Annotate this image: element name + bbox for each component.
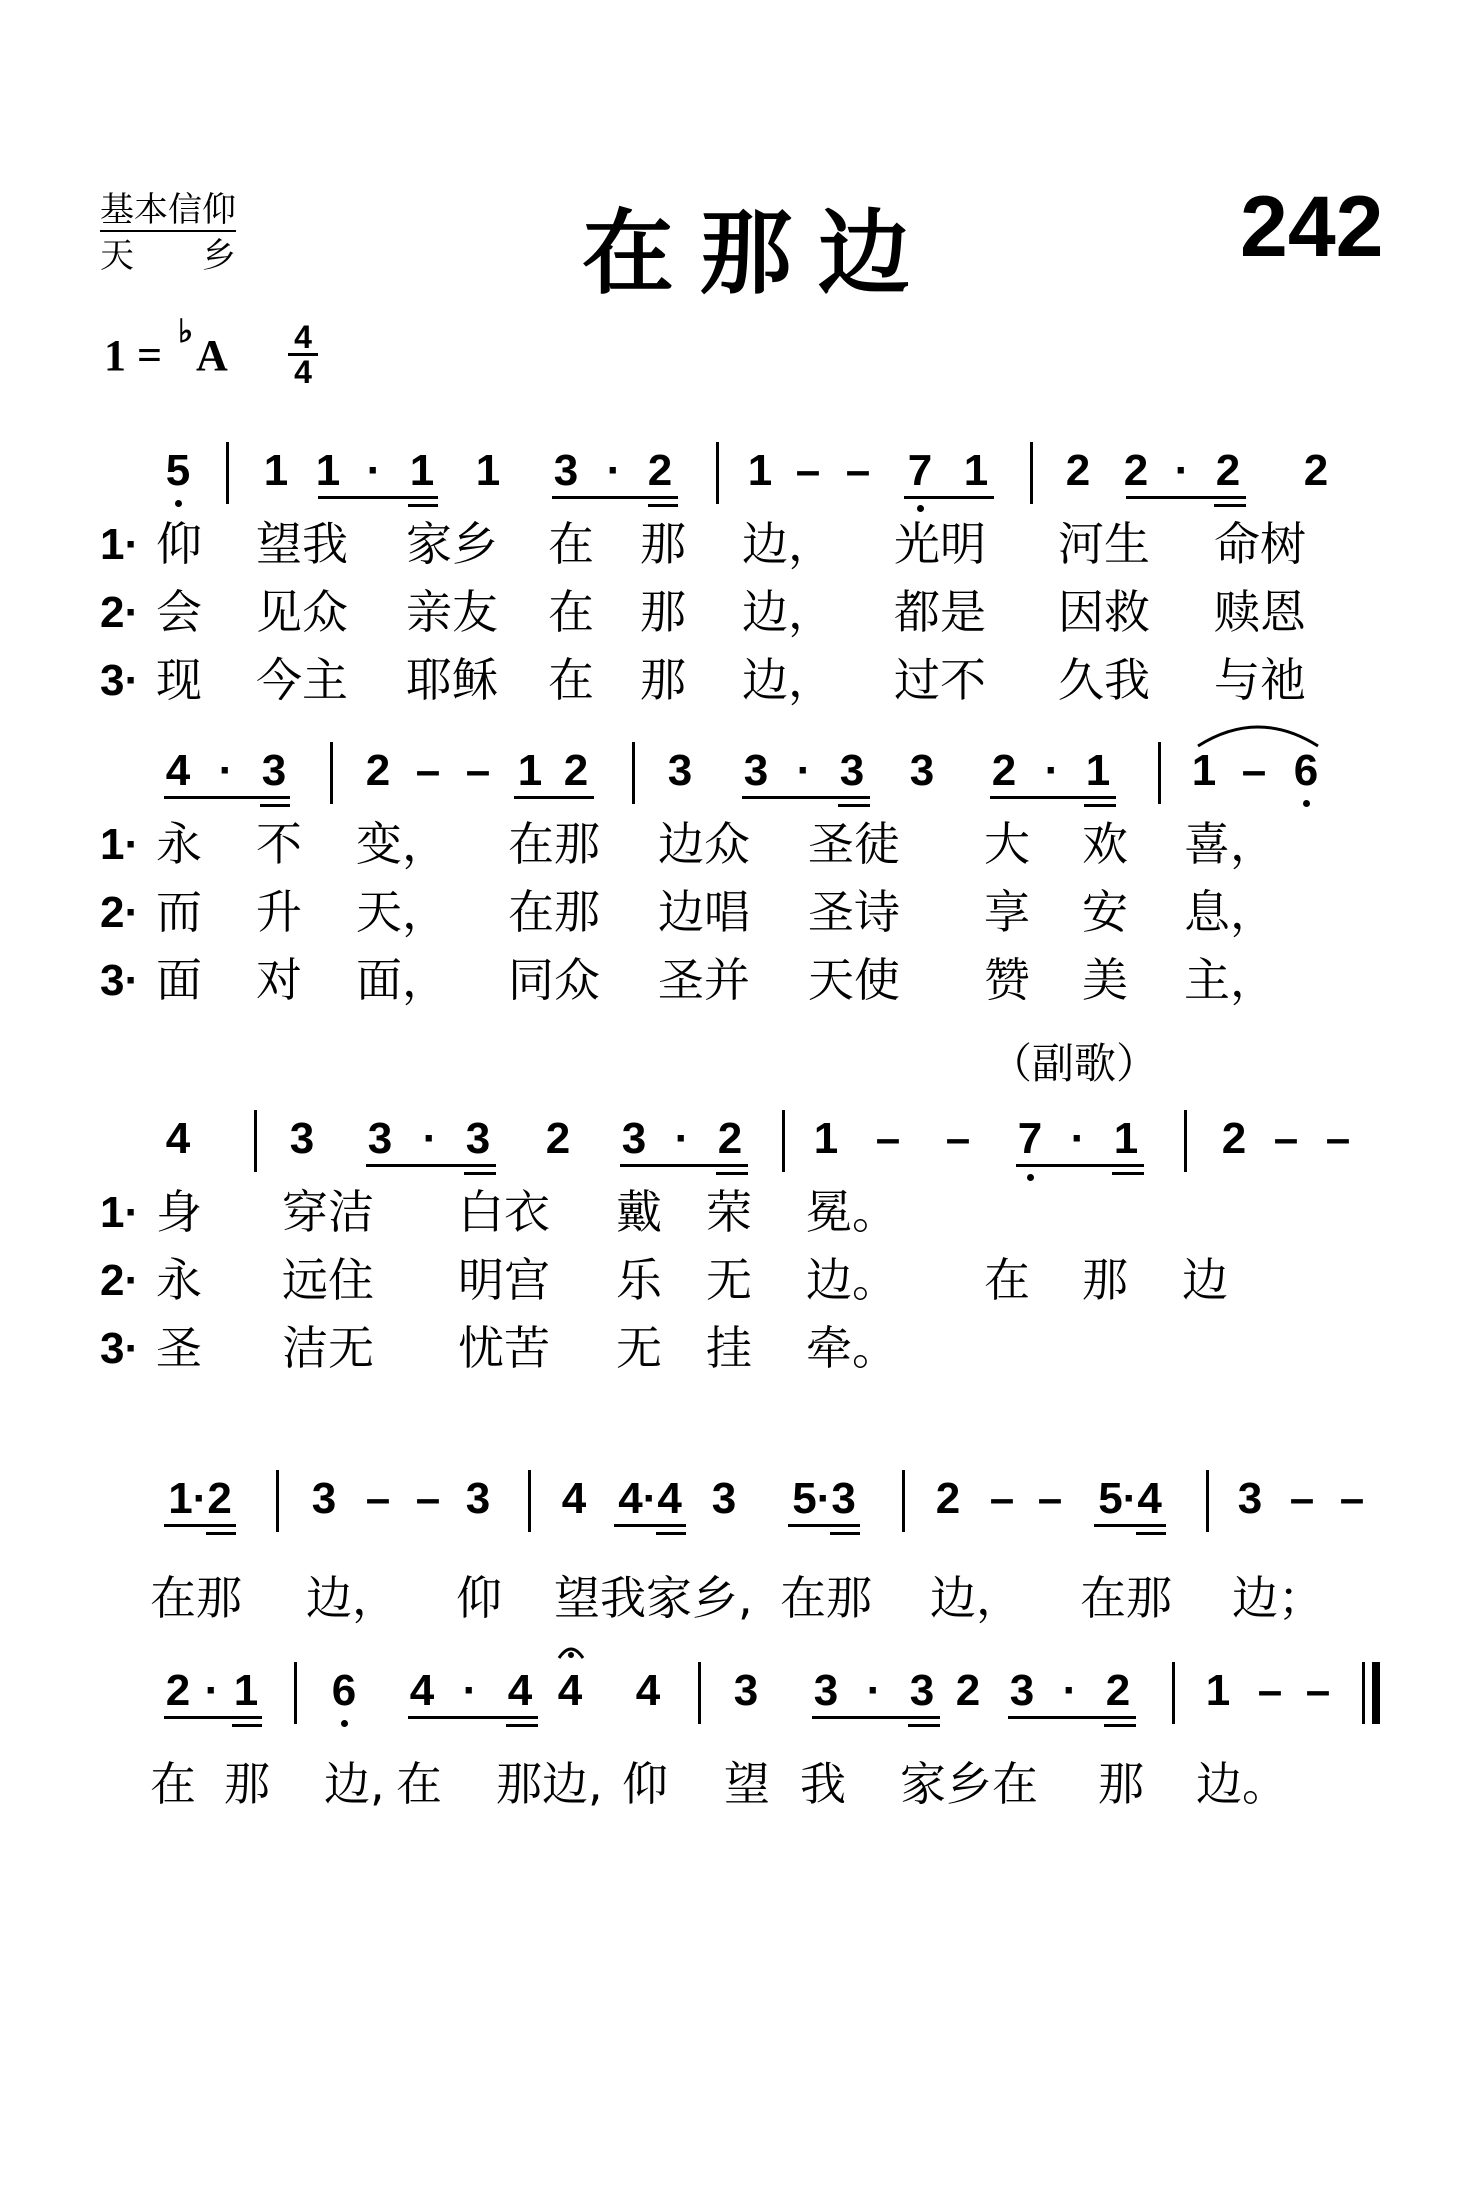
note: 1 xyxy=(963,446,989,495)
note: 1 xyxy=(233,1666,259,1715)
barline xyxy=(254,1110,257,1172)
key-note: A xyxy=(196,331,228,380)
beam xyxy=(506,1724,538,1727)
lyric: 圣诗 xyxy=(808,885,900,939)
beam xyxy=(366,1164,496,1167)
lyric: 在那 xyxy=(508,817,600,871)
beam xyxy=(318,496,438,499)
lyric: 耶稣 xyxy=(406,653,498,707)
beam xyxy=(514,796,594,799)
note: 2 xyxy=(647,446,673,495)
lyric: 望我家乡, xyxy=(554,1571,753,1625)
lyric: 而 xyxy=(156,885,202,939)
note: 3 xyxy=(839,746,865,795)
lyric: 面 xyxy=(156,953,202,1007)
note: 4 xyxy=(507,1666,533,1715)
note: · xyxy=(366,446,382,495)
beam xyxy=(206,1532,236,1535)
lyric: 边， xyxy=(930,1571,1022,1625)
note: · xyxy=(204,1666,220,1715)
note: 3 xyxy=(909,1666,935,1715)
note: 6 xyxy=(1293,746,1319,795)
barline xyxy=(1158,742,1161,804)
beam xyxy=(408,504,438,507)
lyric: 边 xyxy=(1182,1253,1228,1307)
beam xyxy=(904,496,994,499)
note: 2 xyxy=(365,746,391,795)
low-octave-dot xyxy=(1303,800,1310,807)
note: · xyxy=(218,746,234,795)
note: 5·4 xyxy=(1098,1474,1162,1523)
beam xyxy=(908,1724,940,1727)
lyric: 现 xyxy=(156,653,202,707)
beam xyxy=(990,796,1116,799)
beam xyxy=(788,1524,860,1527)
note: 4 xyxy=(561,1474,587,1523)
note: 3 xyxy=(289,1114,315,1163)
lyric: 仰 xyxy=(622,1757,668,1811)
note: 4·4 xyxy=(618,1474,682,1523)
note: · xyxy=(1174,446,1190,495)
note: 2 xyxy=(563,746,589,795)
low-octave-dot xyxy=(917,505,924,512)
barline xyxy=(782,1110,785,1172)
lyric: 享 xyxy=(984,885,1030,939)
note: 2 xyxy=(1221,1114,1247,1163)
dash: – xyxy=(1241,746,1267,795)
note: 1 xyxy=(1085,746,1111,795)
beam xyxy=(812,1716,940,1719)
note: 2 xyxy=(1215,446,1241,495)
beam xyxy=(1084,804,1116,807)
lyric: 那 xyxy=(640,653,686,707)
barline xyxy=(276,1470,279,1532)
note: 2 xyxy=(1065,446,1091,495)
dash: – xyxy=(875,1114,901,1163)
note: 4 xyxy=(557,1666,583,1715)
lyric: 大 xyxy=(984,817,1030,871)
note: 5 xyxy=(165,446,191,495)
lyric: 对 xyxy=(256,953,302,1007)
barline xyxy=(902,1470,905,1532)
note: 2 xyxy=(935,1474,961,1523)
note: 7 xyxy=(1017,1114,1043,1163)
note: 1 xyxy=(813,1114,839,1163)
lyric: 安 xyxy=(1082,885,1128,939)
note: 3 xyxy=(711,1474,737,1523)
note: 4 xyxy=(165,1114,191,1163)
beam xyxy=(1104,1724,1136,1727)
time-top: 4 xyxy=(294,319,312,355)
dash: – xyxy=(415,1474,441,1523)
barline xyxy=(330,742,333,804)
beam xyxy=(552,496,678,499)
beam xyxy=(1214,504,1246,507)
verse-number: 2· xyxy=(100,588,140,637)
lyric: 在那 xyxy=(780,1571,872,1625)
lyric: 穿洁 xyxy=(282,1185,374,1239)
lyric: 不 xyxy=(256,817,302,871)
note: 3 xyxy=(667,746,693,795)
beam xyxy=(408,1716,538,1719)
dash: – xyxy=(415,746,441,795)
lyric: 天使 xyxy=(808,953,900,1007)
beam xyxy=(260,804,290,807)
beam xyxy=(716,1172,748,1175)
time-signature xyxy=(288,319,318,390)
lyric: 仰 xyxy=(156,517,202,571)
verse-number: 1· xyxy=(100,520,140,569)
beam xyxy=(164,796,290,799)
beam xyxy=(838,804,870,807)
lyric: 仰 xyxy=(456,1571,502,1625)
lyric: 边, xyxy=(324,1757,385,1811)
verse-number: 1· xyxy=(100,1188,140,1237)
note: 1 xyxy=(1113,1114,1139,1163)
lyric: 圣 xyxy=(156,1321,202,1375)
note: 1 xyxy=(517,746,543,795)
lyric: 无 xyxy=(616,1321,662,1375)
dash: – xyxy=(1273,1114,1299,1163)
lyric: 那 xyxy=(224,1757,270,1811)
chorus-label: （副歌） xyxy=(990,1039,1159,1088)
barline xyxy=(698,1662,701,1724)
note: · xyxy=(462,1666,478,1715)
dash: – xyxy=(1257,1666,1283,1715)
lyric: 那 xyxy=(1098,1757,1144,1811)
beam xyxy=(1136,1532,1166,1535)
note: 3 xyxy=(621,1114,647,1163)
lyric: 边， xyxy=(742,517,834,571)
lyric: 变， xyxy=(356,817,448,871)
lyric: 边， xyxy=(742,653,834,707)
beam xyxy=(1094,1524,1166,1527)
lyric: 喜， xyxy=(1184,817,1276,871)
lyric: 光明 xyxy=(894,517,986,571)
lyric: 主， xyxy=(1184,953,1276,1007)
note: 3 xyxy=(909,746,935,795)
category-label: 基本信仰 xyxy=(100,190,236,230)
dash: – xyxy=(465,746,491,795)
lyric: 圣并 xyxy=(658,953,750,1007)
lyric: 那边, xyxy=(496,1757,603,1811)
beam xyxy=(464,1172,496,1175)
note: 3 xyxy=(367,1114,393,1163)
tie-arc xyxy=(1192,716,1324,750)
lyric: 那 xyxy=(640,585,686,639)
beam xyxy=(656,1532,686,1535)
lyric: 望我 xyxy=(256,517,348,571)
lyric: 见众 xyxy=(256,585,348,639)
lyric: 我 xyxy=(800,1757,846,1811)
dash: – xyxy=(989,1474,1015,1523)
note: 3 xyxy=(261,746,287,795)
note: 1 xyxy=(263,446,289,495)
beam xyxy=(164,1524,236,1527)
key-signature-label: 1 = xyxy=(104,331,163,380)
lyric: 息， xyxy=(1184,885,1276,939)
note: 2 xyxy=(545,1114,571,1163)
lyric: 挂 xyxy=(706,1321,752,1375)
lyric: 冕。 xyxy=(806,1185,898,1239)
lyric: 边， xyxy=(306,1571,398,1625)
hymn-number: 242 xyxy=(1240,179,1384,275)
note: 2 xyxy=(1105,1666,1131,1715)
lyric: 边众 xyxy=(658,817,750,871)
final-barline-thin xyxy=(1362,1662,1365,1724)
lyric: 过不 xyxy=(894,653,986,707)
lyric: 圣徒 xyxy=(808,817,900,871)
lyric: 无 xyxy=(706,1253,752,1307)
lyric: 那 xyxy=(1082,1253,1128,1307)
subcategory-label: 天 乡 xyxy=(100,236,236,276)
lyric: 牵。 xyxy=(806,1321,898,1375)
note: 3 xyxy=(1009,1666,1035,1715)
beam xyxy=(1008,1716,1136,1719)
lyric: 欢 xyxy=(1082,817,1128,871)
lyric: 洁无 xyxy=(282,1321,374,1375)
lyric: 家乡 xyxy=(406,517,498,571)
note: · xyxy=(422,1114,438,1163)
note: 1 xyxy=(409,446,435,495)
note: 3 xyxy=(1237,1474,1263,1523)
dash: – xyxy=(945,1114,971,1163)
lyric: 在 xyxy=(548,653,594,707)
lyric: 都是 xyxy=(894,585,986,639)
verse-number: 2· xyxy=(100,1256,140,1305)
lyric: 白衣 xyxy=(458,1185,550,1239)
note: 3 xyxy=(553,446,579,495)
beam xyxy=(614,1524,686,1527)
barline xyxy=(1172,1662,1175,1724)
barline xyxy=(528,1470,531,1532)
low-octave-dot xyxy=(1027,1174,1034,1181)
note: 5·3 xyxy=(792,1474,856,1523)
beam xyxy=(648,504,678,507)
lyric: 与祂 xyxy=(1214,653,1306,707)
beam xyxy=(830,1532,860,1535)
beam xyxy=(742,796,870,799)
lyric: 在 xyxy=(548,517,594,571)
note: 4 xyxy=(165,746,191,795)
lyric: 远住 xyxy=(282,1253,374,1307)
low-octave-dot xyxy=(341,1720,348,1727)
lyric: 身 xyxy=(156,1185,202,1239)
note: · xyxy=(866,1666,882,1715)
lyric: 边； xyxy=(1232,1571,1324,1625)
barline xyxy=(716,442,719,504)
dash: – xyxy=(365,1474,391,1523)
lyric: 边， xyxy=(742,585,834,639)
lyric: 望 xyxy=(724,1757,770,1811)
note: 1 xyxy=(315,446,341,495)
note: 3 xyxy=(733,1666,759,1715)
note: 3 xyxy=(813,1666,839,1715)
lyric: 边。 xyxy=(1196,1757,1288,1811)
lyric: 赞 xyxy=(984,953,1030,1007)
dash: – xyxy=(1289,1474,1315,1523)
note: · xyxy=(606,446,622,495)
lyric: 在那 xyxy=(150,1571,242,1625)
low-octave-dot xyxy=(175,500,182,507)
lyric: 荣 xyxy=(706,1185,752,1239)
lyric: 亲友 xyxy=(406,585,498,639)
lyric: 在 xyxy=(984,1253,1030,1307)
lyric: 在 xyxy=(396,1757,442,1811)
fermata-icon xyxy=(556,1640,586,1662)
dash: – xyxy=(795,446,821,495)
note: 1 xyxy=(747,446,773,495)
lyric: 在那 xyxy=(508,885,600,939)
lyric: 在 xyxy=(150,1757,196,1811)
lyric: 在 xyxy=(548,585,594,639)
lyric: 升 xyxy=(256,885,302,939)
lyric: 乐 xyxy=(616,1253,662,1307)
note: 2 xyxy=(1303,446,1329,495)
verse-number: 3· xyxy=(100,956,140,1005)
lyric: 永 xyxy=(156,817,202,871)
barline xyxy=(1030,442,1033,504)
note: 2 xyxy=(1123,446,1149,495)
beam xyxy=(620,1164,748,1167)
verse-number: 3· xyxy=(100,656,140,705)
barline xyxy=(226,442,229,504)
lyric: 会 xyxy=(156,585,202,639)
lyric: 在那 xyxy=(1080,1571,1172,1625)
flat-sign: ♭ xyxy=(178,313,194,349)
beam xyxy=(1016,1164,1144,1167)
lyric: 边唱 xyxy=(658,885,750,939)
note: 3 xyxy=(311,1474,337,1523)
lyric: 戴 xyxy=(616,1185,662,1239)
lyric: 美 xyxy=(1082,953,1128,1007)
barline xyxy=(294,1662,297,1724)
note: 6 xyxy=(331,1666,357,1715)
note: 3 xyxy=(465,1114,491,1163)
beam xyxy=(1126,496,1246,499)
lyric: 家乡在 xyxy=(900,1757,1038,1811)
lyric: 明宫 xyxy=(458,1253,550,1307)
dash: – xyxy=(1305,1666,1331,1715)
barline xyxy=(1206,1470,1209,1532)
beam xyxy=(164,1716,262,1719)
note: 2 xyxy=(991,746,1017,795)
note: 1 xyxy=(475,446,501,495)
note: 4 xyxy=(409,1666,435,1715)
lyric: 赎恩 xyxy=(1214,585,1306,639)
note: 1·2 xyxy=(168,1474,232,1523)
time-bottom: 4 xyxy=(294,354,312,390)
beam xyxy=(1112,1172,1144,1175)
barline xyxy=(632,742,635,804)
lyric: 面， xyxy=(356,953,448,1007)
lyric: 边。 xyxy=(806,1253,898,1307)
verse-number: 3· xyxy=(100,1324,140,1373)
note: 1 xyxy=(1191,746,1217,795)
verse-number: 2· xyxy=(100,888,140,937)
note: · xyxy=(1070,1114,1086,1163)
lyric: 永 xyxy=(156,1253,202,1307)
note: 3 xyxy=(465,1474,491,1523)
beam xyxy=(232,1724,262,1727)
dash: – xyxy=(1325,1114,1351,1163)
note: 2 xyxy=(955,1666,981,1715)
final-barline-thick xyxy=(1372,1662,1380,1724)
note: 2 xyxy=(165,1666,191,1715)
note: 3 xyxy=(743,746,769,795)
song-title: 在那边 xyxy=(582,200,937,307)
lyric: 命树 xyxy=(1214,517,1306,571)
note: · xyxy=(674,1114,690,1163)
verse-number: 1· xyxy=(100,820,140,869)
lyric: 忧苦 xyxy=(458,1321,550,1375)
note: · xyxy=(1044,746,1060,795)
note: 7 xyxy=(907,446,933,495)
dash: – xyxy=(1339,1474,1365,1523)
barline xyxy=(1184,1110,1187,1172)
lyric: 今主 xyxy=(256,653,348,707)
lyric: 因救 xyxy=(1058,585,1150,639)
lyric: 天， xyxy=(356,885,448,939)
note: · xyxy=(1062,1666,1078,1715)
note: 1 xyxy=(1205,1666,1231,1715)
lyric: 久我 xyxy=(1058,653,1150,707)
lyric: 那 xyxy=(640,517,686,571)
note: 2 xyxy=(717,1114,743,1163)
note: · xyxy=(796,746,812,795)
dash: – xyxy=(1037,1474,1063,1523)
lyric: 同众 xyxy=(508,953,600,1007)
lyric: 河生 xyxy=(1058,517,1150,571)
note: 4 xyxy=(635,1666,661,1715)
dash: – xyxy=(845,446,871,495)
